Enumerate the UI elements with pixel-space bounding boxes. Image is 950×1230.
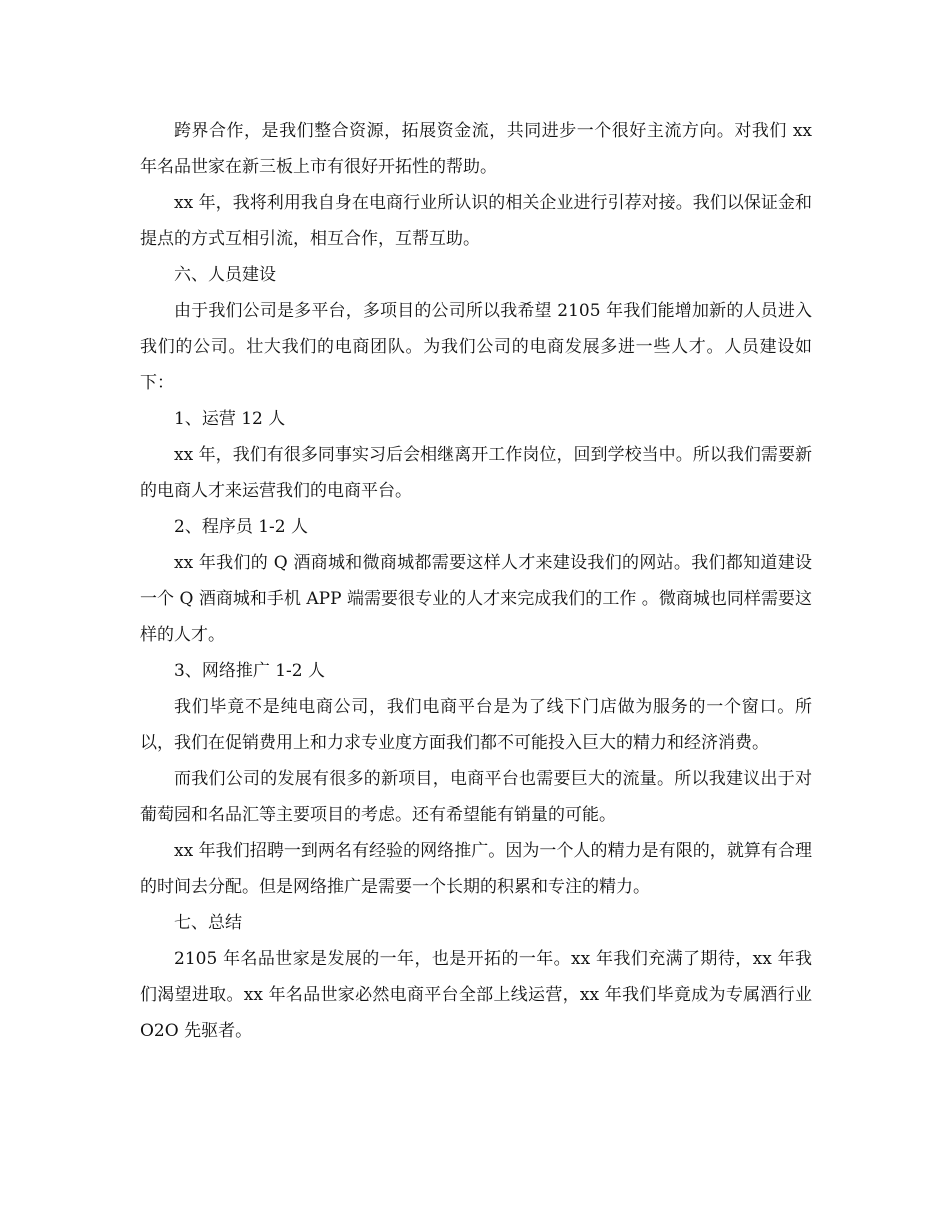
section-heading-staffing: 六、人员建设 bbox=[174, 265, 276, 285]
section-heading-summary: 七、总结 bbox=[174, 913, 242, 933]
paragraph-promotion-suggestion: 而我们公司的发展有很多的新项目，电商平台也需要巨大的流量。所以我建议出于对葡萄园和名品汇等主要项目的考虑。还有希望能有销量的可能。 bbox=[140, 769, 812, 825]
paragraph-operations: xx 年，我们有很多同事实习后会相继离开工作岗位，回到学校当中。所以我们需要新的电商人才来运营我们的电商平台。 bbox=[140, 445, 812, 501]
paragraph-staffing-intro: 由于我们公司是多平台，多项目的公司所以我希望 2105 年我们能增加新的人员进入我们的公司。壮大我们的电商团队。为我们公司的电商发展多进一些人才。人员建设如下： bbox=[140, 301, 812, 393]
document-body bbox=[140, 113, 812, 1049]
paragraph-promotion-context: 我们毕竟不是纯电商公司，我们电商平台是为了线下门店做为服务的一个窗口。所以，我们在促销费用上和力求专业度方面我们都不可能投入巨大的精力和经济消费。 bbox=[140, 697, 812, 753]
subheading-operations: 1、运营 12 人 bbox=[174, 409, 286, 429]
subheading-programmers: 2、程序员 1-2 人 bbox=[174, 517, 308, 537]
paragraph-promotion-hiring: xx 年我们招聘一到两名有经验的网络推广。因为一个人的精力是有限的，就算有合理的时间去分配。但是网络推广是需要一个长期的积累和专注的精力。 bbox=[140, 841, 812, 897]
paragraph-programmers: xx 年我们的 Q 酒商城和微商城都需要这样人才来建设我们的网站。我们都知道建设一个 Q 酒商城和手机 APP 端需要很专业的人才来完成我们的工作 。微商城也同样需要这样的人才。 bbox=[140, 553, 812, 645]
paragraph-referral-plan: xx 年，我将利用我自身在电商行业所认识的相关企业进行引荐对接。我们以保证金和提点的方式互相引流，相互合作，互帮互助。 bbox=[140, 193, 812, 249]
paragraph-summary: 2105 年名品世家是发展的一年，也是开拓的一年。xx 年我们充满了期待，xx 年我们渴望进取。xx 年名品世家必然电商平台全部上线运营，xx 年我们毕竟成为专属酒行业 O2O 先驱者。 bbox=[140, 949, 812, 1041]
subheading-network-promotion: 3、网络推广 1-2 人 bbox=[174, 661, 325, 681]
paragraph-cross-border-cooperation: 跨界合作，是我们整合资源，拓展资金流，共同进步一个很好主流方向。对我们 xx 年名品世家在新三板上市有很好开拓性的帮助。 bbox=[140, 121, 812, 177]
